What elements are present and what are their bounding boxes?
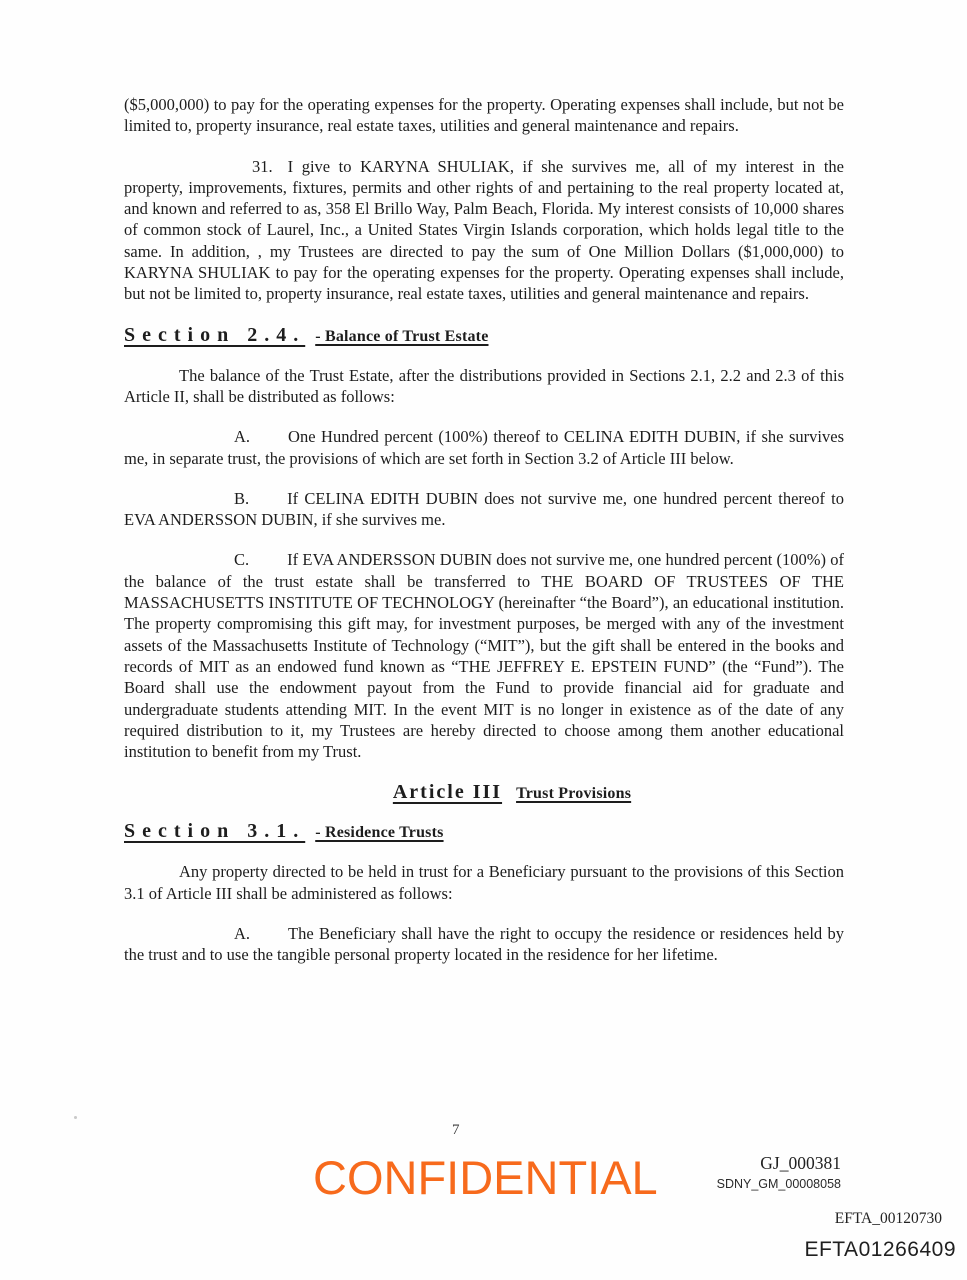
bates-gj-number: GJ_000381 (760, 1153, 841, 1173)
section-3-1-heading (124, 820, 844, 843)
subparagraph-3-1-A-letter: A. (234, 924, 251, 944)
page-number: 7 (452, 1122, 460, 1138)
subparagraph-2-4-A-letter: A. (234, 427, 251, 447)
subparagraph-2-4-B-text: If CELINA EDITH DUBIN does not survive me, one hundred percent thereof to EVA ANDERSSON DUBIN, if she survives me. (124, 488, 844, 530)
tab-spacer (124, 564, 234, 565)
paragraph-31-number: 31. (252, 156, 273, 176)
section-3-1-label: Section 3.1. (124, 820, 306, 843)
bates-sdny-number: SDNY_GM_00008058 (716, 1177, 841, 1191)
bates-efta-sans-number: EFTA01266409 (804, 1238, 956, 1261)
tab-spacer (273, 171, 288, 172)
article-3-label: Article III (392, 781, 503, 804)
bates-stamp-block (717, 1153, 841, 1191)
subparagraph-2-4-C-letter: C. (234, 550, 250, 570)
tab-spacer (124, 441, 234, 442)
paragraph-balance-of-trust: The balance of the Trust Estate, after the distributions provided in Sections 2.1, 2.2 and 2.3 of this Article II, shall be distributed as follows: (124, 365, 844, 406)
article-3-title: Trust Provisions (516, 785, 632, 803)
subparagraph-3-1-A-text: The Beneficiary shall have the right to occupy the residence or residences held by the trust and to use the tangible personal property located in the residence for her lifetime. (124, 924, 844, 965)
document-body (124, 94, 844, 985)
subparagraph-2-4-A (124, 426, 844, 469)
section-3-1-title: - Residence Trusts (315, 824, 444, 842)
section-2-4-heading (124, 324, 844, 347)
tab-spacer (124, 938, 234, 939)
confidential-stamp: CONFIDENTIAL (313, 1151, 658, 1204)
subparagraph-2-4-B (124, 488, 844, 531)
tab-spacer (124, 171, 252, 172)
subparagraph-2-4-B-letter: B. (234, 488, 250, 508)
tab-spacer (124, 503, 234, 504)
section-2-4-label: Section 2.4. (124, 323, 306, 346)
tab-spacer (250, 938, 288, 939)
section-2-4-title: - Balance of Trust Estate (315, 327, 489, 345)
tab-spacer (249, 503, 287, 504)
subparagraph-2-4-C (124, 549, 844, 762)
paragraph-any-property: Any property directed to be held in trust for a Beneficiary pursuant to the provisions of this Section 3.1 of Article III shall be administered as follows: (124, 862, 844, 903)
bates-efta-serif-number: EFTA_00120730 (834, 1210, 942, 1227)
article-3-heading (180, 781, 844, 804)
subparagraph-2-4-A-text: One Hundred percent (100%) thereof to CELINA EDITH DUBIN, if she survives me, in separate trust, the provisions of which are set forth in Section 3.2 of Article III below. (124, 427, 844, 468)
paragraph-operating-expenses-continuation: ($5,000,000) to pay for the operating expenses for the property. Operating expenses shall include, but not be limited to, property insurance, real estate taxes, utilities and general maintenance and repairs. (124, 95, 844, 136)
tab-spacer (249, 564, 287, 565)
paragraph-31-text: I give to KARYNA SHULIAK, if she survives me, all of my interest in the property, improvements, fixtures, permits and other rights of and pertaining to the real property located at, and known and referred to as, 358 El Brillo Way, Palm Beach, Florida. My interest consists of 10,000 shares of common stock of Laurel, Inc., a United States Virgin Islands corporation, which holds legal title to the same. In addition, , my Trustees are directed to pay the sum of One Million Dollars ($1,000,000) to KARYNA SHULIAK to pay for the operating expenses for the property. Operating expenses shall include, but not be limited to, property insurance, real estate taxes, utilities and general maintenance and repairs. (124, 156, 844, 304)
tab-spacer (250, 441, 288, 442)
subparagraph-3-1-A (124, 923, 844, 966)
scan-artifact-dot (74, 1116, 77, 1119)
paragraph-31 (124, 156, 844, 305)
subparagraph-2-4-C-text: If EVA ANDERSSON DUBIN does not survive me, one hundred percent (100%) of the balance of the trust estate shall be transferred to THE BOARD OF TRUSTEES OF THE MASSACHUSETTS INSTITUTE OF TECHNOLOGY (hereinafter “the Board”), an educational institution. The property compromising this gift may, for investment purposes, be merged with any of the investment assets of the Massachusetts Institute of Technology (“MIT”), but the gift shall be entered in the books and records of MIT as an endowed fund known as “THE JEFFREY E. EPSTEIN FUND” (the “Fund”). The Board shall use the endowment payout from the Fund to provide financial aid for graduate and undergraduate students attending MIT. In the event MIT is no longer in existence as of the date of any required distribution to it, my Trustees are hereby directed to choose among them another educational institution to benefit from my Trust. (124, 550, 844, 762)
